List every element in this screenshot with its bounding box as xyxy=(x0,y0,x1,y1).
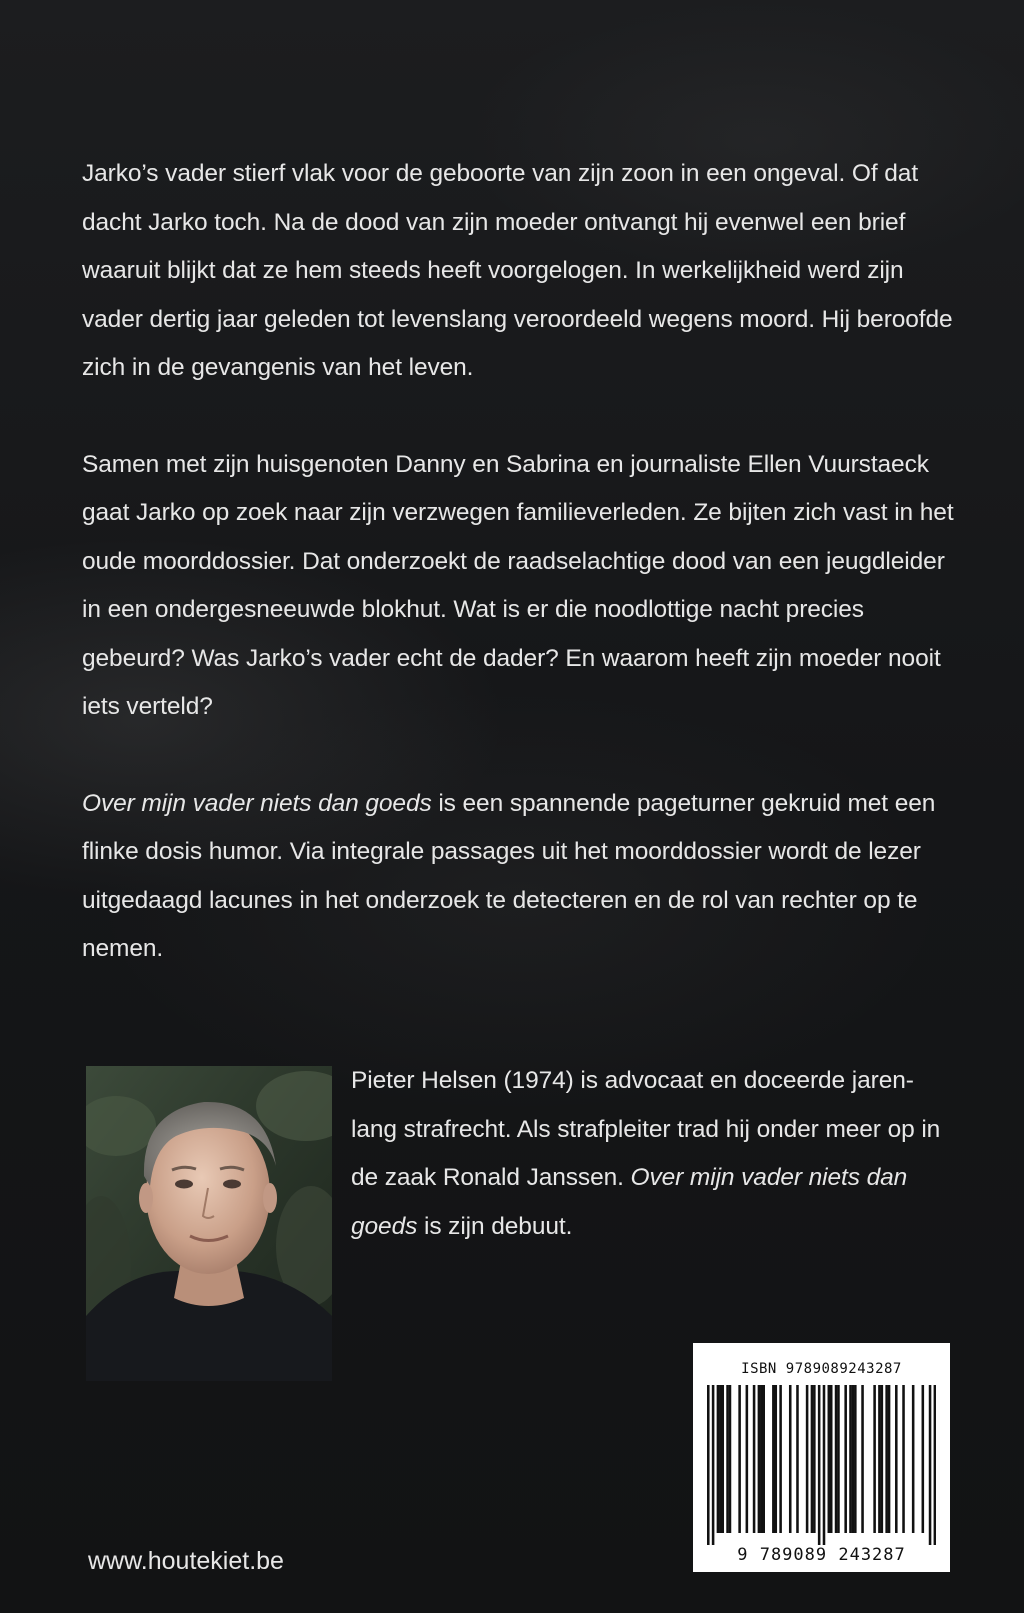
barcode-bar xyxy=(854,1385,857,1533)
barcode-bar xyxy=(823,1385,826,1545)
isbn-barcode xyxy=(693,1343,950,1572)
barcode-bar xyxy=(738,1385,741,1533)
barcode-bar xyxy=(861,1385,864,1533)
barcode-bar xyxy=(772,1385,775,1533)
barcode-bar xyxy=(719,1385,722,1533)
barcode-bar xyxy=(902,1385,905,1533)
barcode-bar xyxy=(922,1385,925,1533)
barcode-bar xyxy=(888,1385,891,1533)
barcode-bar xyxy=(721,1385,724,1533)
book-title: Over mijn vader niets dan goeds xyxy=(82,789,432,817)
barcode-bar xyxy=(828,1385,831,1533)
blurb-paragraph-1: Jarko’s vader stierf vlak voor de geboorte van zijn zoon in een ongeval. Of dat dacht Jarko toch. Na de dood van zijn moeder ontvangt hij evenwel een brief waaruit blijkt dat ze hem steeds heeft voorgelogen. In werkelijkheid werd zijn vader dertig jaar geleden tot levenslang veroordeeld wegens moord. Hij beroofde zich in de gevangenis van het leven. xyxy=(82,160,953,381)
author-bio xyxy=(351,1057,951,1251)
barcode-bar xyxy=(813,1385,816,1533)
barcode-bar xyxy=(934,1385,936,1545)
author-bio-tail: is zijn debuut. xyxy=(417,1212,573,1240)
barcode-bar xyxy=(717,1385,720,1533)
barcode-bar xyxy=(758,1385,761,1533)
barcode-bar xyxy=(796,1385,799,1533)
barcode-bar xyxy=(837,1385,840,1533)
barcode-bar xyxy=(712,1385,715,1545)
barcode-bar xyxy=(726,1385,729,1533)
barcode-bar xyxy=(844,1385,847,1533)
barcode-bar xyxy=(912,1385,915,1533)
barcode-bar xyxy=(881,1385,884,1533)
barcode-bar xyxy=(760,1385,763,1533)
barcode-bar xyxy=(746,1385,749,1533)
barcode-bar xyxy=(929,1385,932,1545)
barcode-bars xyxy=(707,1385,936,1545)
barcode-bar xyxy=(885,1385,888,1533)
author-bio-text xyxy=(351,1057,951,1251)
blurb-paragraph-3 xyxy=(82,780,962,974)
barcode-bar xyxy=(762,1385,765,1533)
barcode-bar xyxy=(779,1385,782,1533)
author-bio-book-title: Over mijn vader niets dan goeds xyxy=(351,1164,908,1240)
author-photo xyxy=(86,1066,332,1381)
barcode-bar xyxy=(811,1385,814,1533)
barcode-bar xyxy=(729,1385,732,1533)
ean-digits: 9 789089 243287 xyxy=(737,1545,906,1565)
barcode-bar xyxy=(789,1385,792,1533)
blurb-paragraph-3-text: is een spannende pageturner gekruid met een flinke dosis humor. Via integrale passages uit het moorddossier wordt de lezer uitgedaagd lacunes in het onderzoek te detecteren en de rol van rechter op te nemen. xyxy=(82,789,936,962)
barcode-bar xyxy=(849,1385,852,1533)
barcode-bar xyxy=(818,1385,821,1545)
barcode-bar xyxy=(830,1385,833,1533)
barcode-bar xyxy=(806,1385,809,1533)
blurb xyxy=(82,150,962,1022)
barcode-bar xyxy=(878,1385,881,1533)
isbn-label: ISBN 9789089243287 xyxy=(741,1361,902,1377)
barcode-bar xyxy=(835,1385,838,1533)
author-bio-lead: Pieter Helsen (1974) is advocaat en doceerde jaren-lang strafrecht. Als strafpleiter trad hij onder meer op in de zaak Ronald Janssen. xyxy=(351,1067,941,1191)
barcode-bar xyxy=(873,1385,876,1533)
barcode-bar xyxy=(895,1385,898,1533)
barcode-bar xyxy=(753,1385,756,1533)
barcode-bar xyxy=(707,1385,710,1545)
barcode-bar xyxy=(852,1385,855,1533)
barcode-bar xyxy=(774,1385,777,1533)
blurb-paragraph-2: Samen met zijn huisgenoten Danny en Sabrina en journaliste Ellen Vuurstaeck gaat Jarko op zoek naar zijn verzwegen familieverleden. Ze bijten zich vast in het oude moorddossier. Dat onderzoekt de raadselachtige dood van een jeugdleider in een ondergesneeuwde blokhut. Wat is er die noodlottige nacht precies gebeurd? Was Jarko’s vader echt de dader? En waarom heeft zijn moeder nooit iets verteld? xyxy=(82,450,954,720)
publisher-website: www.houtekiet.be xyxy=(88,1547,284,1575)
